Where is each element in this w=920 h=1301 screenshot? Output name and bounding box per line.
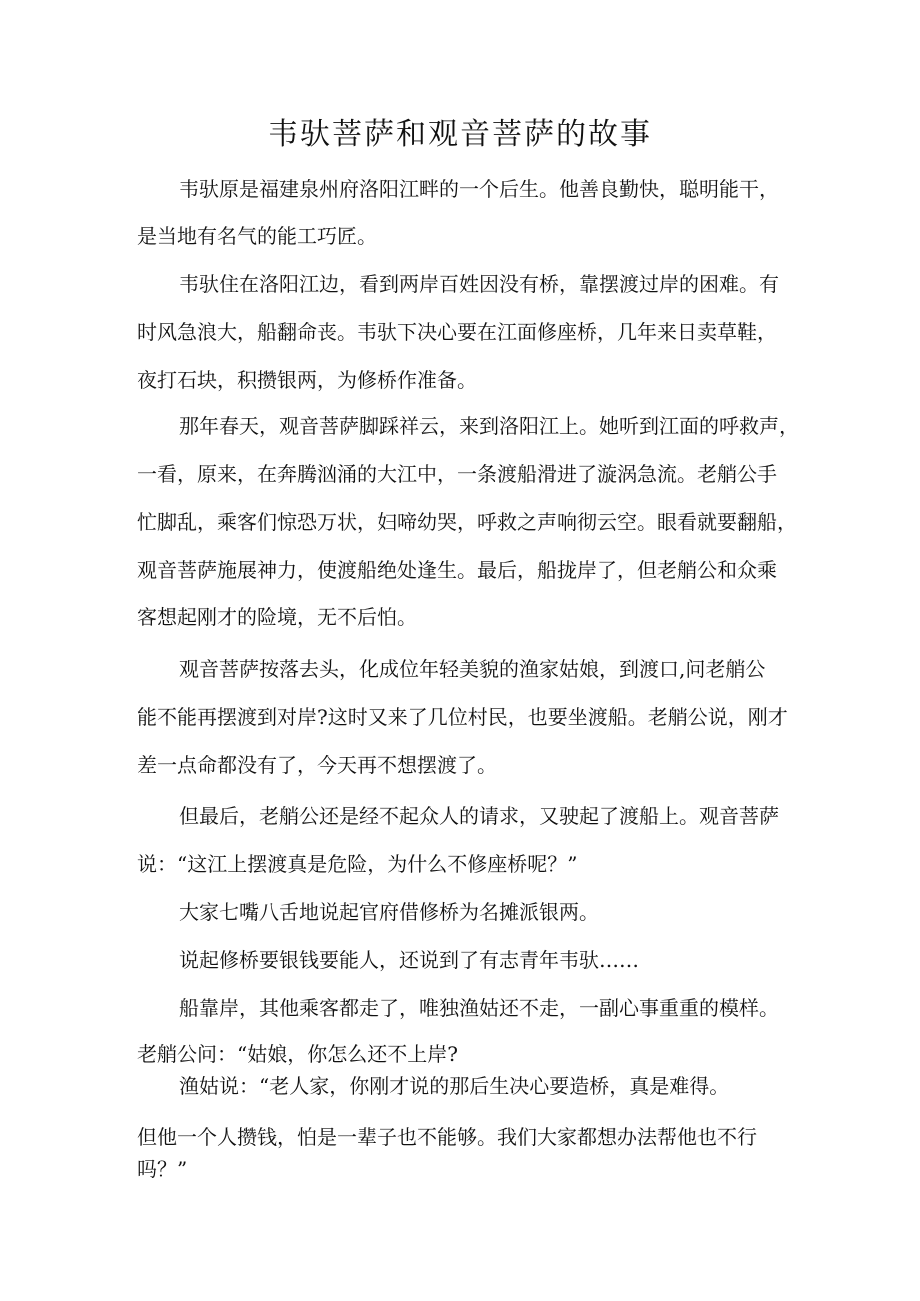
text-line: 一看，原来，在奔腾汹涌的大江中，一条渡船滑进了漩涡急流。老艄公手 [137,462,777,486]
text-line: 但他一个人攒钱，怕是一辈子也不能够。我们大家都想办法帮他也不行 [137,1125,757,1149]
text-line: 差一点命都没有了，今天再不想摆渡了。 [137,753,497,777]
text-line: 那年春天，观音菩萨脚踩祥云，来到洛阳江上。她听到江面的呼救声， [179,414,799,438]
text-line: 老艄公问：“姑娘，你怎么还不上岸? [137,1042,458,1066]
text-line: 观音菩萨按落去头，化成位年轻美貌的渔家姑娘，到渡口,问老艄公 [179,657,766,681]
text-line: 但最后，老艄公还是经不起众人的请求，又驶起了渡船上。观音菩萨 [179,804,779,828]
text-line: 船靠岸，其他乘客都走了，唯独渔姑还不走，一副心事重重的模样。 [179,996,779,1020]
text-line: 客想起刚才的险境，无不后怕。 [137,605,417,629]
text-line: 能不能再摆渡到对岸?这时又来了几位村民，也要坐渡船。老艄公说，刚才 [137,705,788,729]
text-line: 夜打石块，积攒银两，为修桥作准备。 [137,368,477,392]
text-line: 时风急浪大，船翻命丧。韦驮下决心要在江面修座桥，几年来日卖草鞋， [137,320,777,344]
text-line: 渔姑说：“老人家，你刚才说的那后生决心要造桥，真是难得。 [179,1074,730,1098]
text-line: 观音菩萨施展神力，使渡船绝处逢生。最后，船拢岸了，但老艄公和众乘 [137,558,777,582]
text-line: 说：“这江上摆渡真是危险，为什么不修座桥呢？” [137,852,578,876]
text-line: 韦驮住在洛阳江边，看到两岸百姓因没有桥，靠摆渡过岸的困难。有 [179,272,779,296]
text-line: 大家七嘴八舌地说起官府借修桥为名摊派银两。 [179,900,599,924]
text-line: 是当地有名气的能工巧匠。 [137,224,377,248]
text-line: 吗？” [137,1157,188,1181]
text-line: 韦驮原是福建泉州府洛阳江畔的一个后生。他善良勤快，聪明能干， [179,177,779,201]
document-title: 韦驮菩萨和观音菩萨的故事 [268,117,652,152]
text-line: 忙脚乱，乘客们惊恐万状，妇啼幼哭，呼救之声响彻云空。眼看就要翻船， [137,510,797,534]
text-line: 说起修桥要银钱要能人，还说到了有志青年韦驮…… [179,948,639,972]
